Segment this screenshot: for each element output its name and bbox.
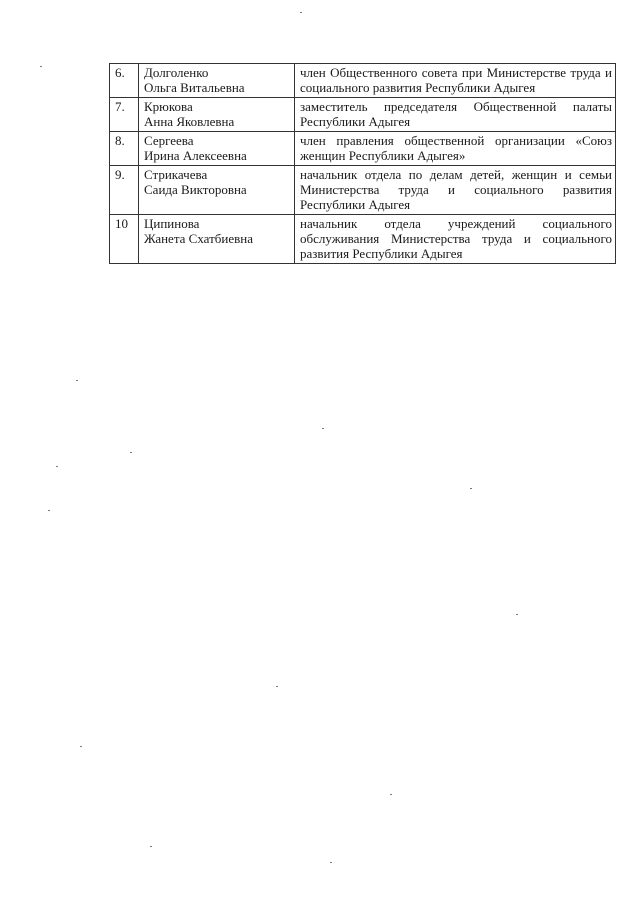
table-row [110,166,616,215]
scan-speck [80,746,82,747]
row-number: 8. [110,132,139,166]
member-role: начальник отдела по делам детей, женщин и семьи Министерства труда и социального развития Республики Адыгея [295,166,616,215]
scan-speck [130,452,132,453]
scan-speck [470,488,472,489]
member-name [139,132,295,166]
scan-speck [330,862,332,863]
scan-speck [276,686,278,687]
member-surname: Сергеева [144,133,194,148]
member-name [139,215,295,264]
table-row [110,132,616,166]
member-surname: Крюкова [144,99,193,114]
member-role: заместитель председателя Общественной палаты Республики Адыгея [295,98,616,132]
member-role: член правления общественной организации «Союз женщин Республики Адыгея» [295,132,616,166]
member-given-name: Ольга Витальевна [144,80,245,95]
member-surname: Долголенко [144,65,209,80]
member-given-name: Анна Яковлевна [144,114,235,129]
scan-speck [48,510,50,511]
scan-speck [322,428,324,429]
table-row [110,98,616,132]
member-name [139,64,295,98]
scan-speck [56,466,58,467]
member-name [139,98,295,132]
member-surname: Ципинова [144,216,200,231]
row-number: 10 [110,215,139,264]
member-given-name: Жанета Схатбиевна [144,231,254,246]
scan-speck [390,794,392,795]
member-given-name: Ирина Алексеевна [144,148,247,163]
scan-speck [76,380,78,381]
scan-speck [300,12,302,13]
member-given-name: Саида Викторовна [144,182,247,197]
scan-speck [150,846,152,847]
members-table [109,63,616,264]
row-number: 9. [110,166,139,215]
member-surname: Стрикачева [144,167,208,182]
member-name [139,166,295,215]
member-role: начальник отдела учреждений социального обслуживания Министерства труда и социального развития Республики Адыгея [295,215,616,264]
row-number: 7. [110,98,139,132]
table-row [110,64,616,98]
scan-speck [516,614,518,615]
row-number: 6. [110,64,139,98]
member-role: член Общественного совета при Министерстве труда и социального развития Республики Адыгея [295,64,616,98]
scan-speck [40,66,42,67]
table-row [110,215,616,264]
